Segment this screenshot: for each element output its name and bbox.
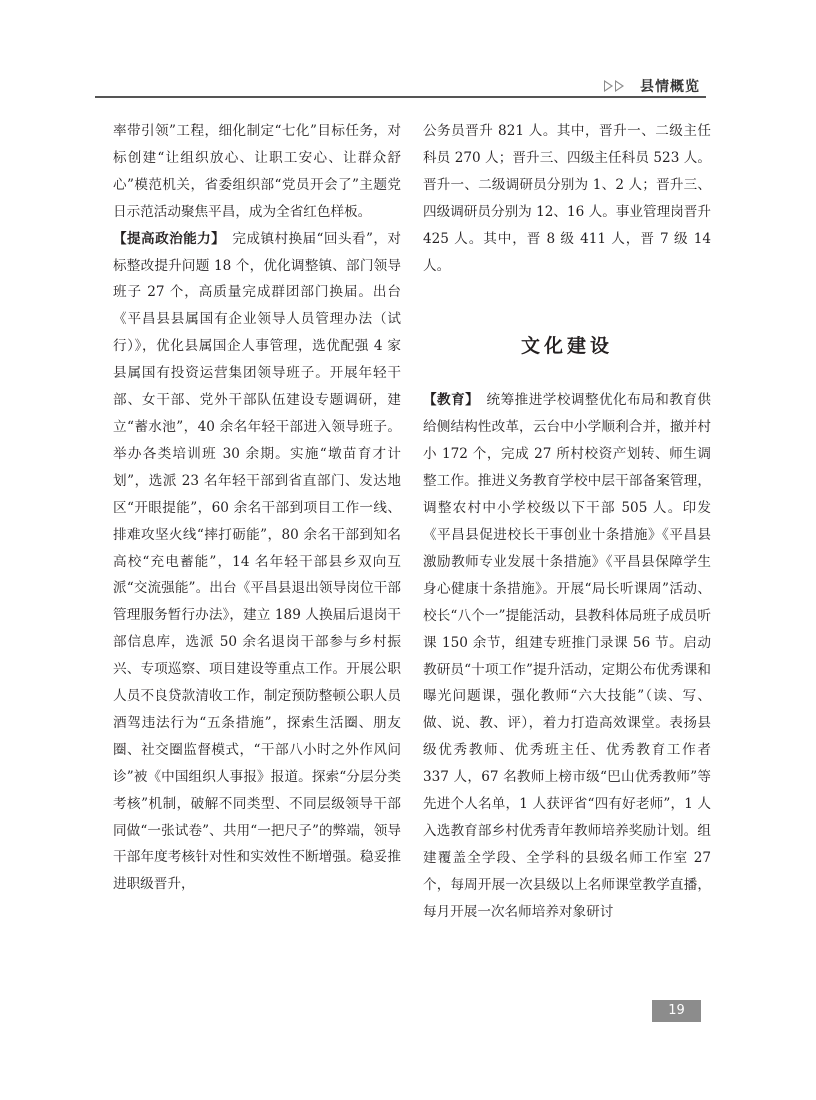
left-column xyxy=(113,118,401,898)
section-heading: 【提高政治能力】 xyxy=(113,230,219,247)
paragraph-body: 完成镇村换届“回头看”，对标整改提升问题 18 个，优化调整镇、部门领导班子 27 个，高质量完成群团部门换届。出台《平昌县县属国有企业领导人员管理办法（试行）》，优化县属国企人事管理，选优配强 4 家县属国有投资运营集团领导班子。开展年轻干部、女干部、党外干部队伍建设专题调研，建立“蓄水池”，40 余名年轻干部进入领导班子。举办各类培训班 30 余期。实施“墩苗育才计划”，选派 23 名年轻干部到省直部门、发达地区“开眼提能”，60 余名干部到项目工作一线、排难攻坚火线“摔打砺能”，80 余名干部到知名高校“充电蓄能”，14 名年轻干部县乡双向互派“交流强能”。出台《平昌县退出领导岗位干部管理服务暂行办法》，建立 189 人换届后退岗干部信息库，选派 50 余名退岗干部参与乡村振兴、专项巡察、项目建设等重点工作。开展公职人员不良贷款清收工作，制定预防整顿公职人员酒驾违法行为“五条措施”，探索生活圈、朋友圈、社交圈监督模式，“干部八小时之外作风问诊”被《中国组织人事报》报道。探索“分层分类考核”机制，破解不同类型、不同层级领导干部同做“一张试卷”、共用“一把尺子”的弊端，领导干部年度考核针对性和实效性不断增强。稳妥推进职级晋升， xyxy=(113,230,401,893)
paragraph: 公务员晋升 821 人。其中，晋升一、二级主任科员 270 人；晋升三、四级主任科员 523 人。晋升一、二级调研员分别为 1、2 人；晋升三、四级调研员分别为 12、16 人。事业管理岗晋升 425 人。其中，晋 8 级 411 人，晋 7 级 14 人。 xyxy=(423,123,711,274)
section-title: 文化建设 xyxy=(520,335,613,358)
header-title: 县情概览 xyxy=(640,79,700,95)
paragraph: 率带引领”工程，细化制定“七化”目标任务，对标创建“让组织放心、让职工安心、让群众舒心”模范机关，省委组织部“党员开会了”主题党日示范活动聚焦平昌，成为全省红色样板。 xyxy=(113,123,401,220)
header-arrows xyxy=(604,80,624,92)
arrow-right-icon xyxy=(604,80,613,92)
running-header xyxy=(95,74,706,98)
section-heading: 【教育】 xyxy=(423,392,473,409)
page-number: 19 xyxy=(652,1000,701,1022)
right-column xyxy=(423,118,711,926)
paragraph-body: 统筹推进学校调整优化布局和教育供给侧结构性改革，云台中小学顺利合并，撤并村小 172 个，完成 27 所村校资产划转、师生调整工作。推进义务教育学校中层干部备案管理，调整农村中小学校级以下干部 505 人。印发《平昌县促进校长干事创业十条措施》《平昌县激励教师专业发展十条措施》《平昌县保障学生身心健康十条措施》。开展“局长听课周”活动、校长“八个一”提能活动，县教科体局班子成员听课 150 余节，组建专班推门录课 56 节。启动教研员“十项工作”提升活动，定期公布优秀课和曝光问题课，强化教师“六大技能”（读、写、做、说、教、评），着力打造高效课堂。表扬县级优秀教师、优秀班主任、优秀教育工作者 337 人，67 名教师上榜市级“巴山优秀教师”等先进个人名单，1 人获评省“四有好老师”，1 人入选教育部乡村优秀青年教师培养奖励计划。组建覆盖全学段、全学科的县级名师工作室 27 个，每周开展一次县级以上名师课堂教学直播，每月开展一次名师培养对象研讨 xyxy=(423,392,712,920)
paragraph xyxy=(113,226,401,899)
header-rule xyxy=(95,96,706,98)
arrow-right-icon xyxy=(615,80,624,92)
paragraph xyxy=(423,387,711,925)
